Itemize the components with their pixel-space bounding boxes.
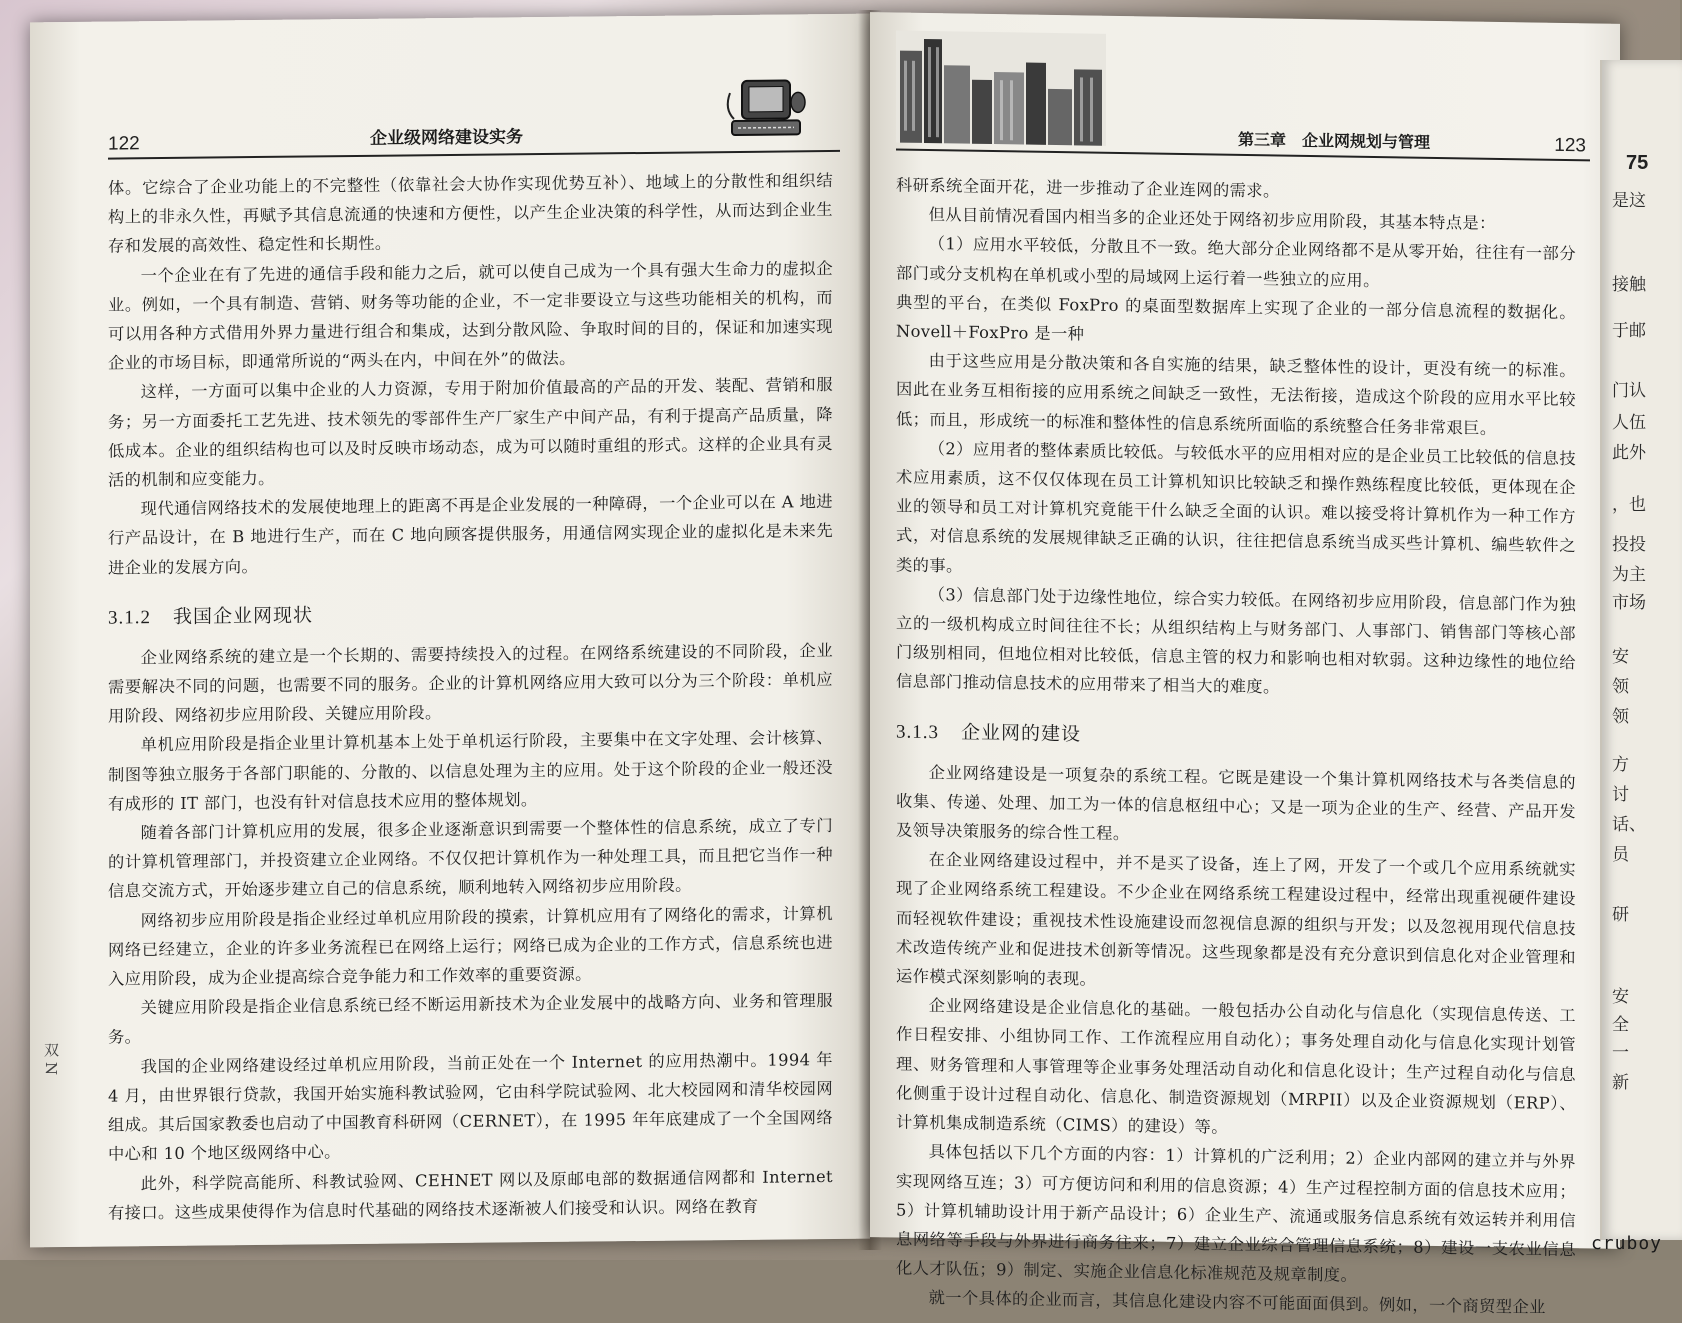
section-heading-3-1-3 — [896, 716, 1576, 754]
paragraph: 典型的平台，在类似 FoxPro 的桌面型数据库上实现了企业的一部分信息流程的数据化。Novell＋FoxPro 是一种 — [896, 292, 1576, 344]
right-page-body — [896, 171, 1576, 1323]
paragraph: 网络初步应用阶段是指企业经过单机应用阶段的摸索，计算机应用有了网络化的需求，计算机网络已经建立，企业的许多业务流程已在网络上运行；网络已成为企业的工作方式，信息系统也进入应用阶段，成为企业提高综合竞争能力和工作效率的重要资源。 — [108, 903, 833, 989]
page-fragment: 安 — [1612, 647, 1629, 667]
left-running-head — [108, 106, 840, 160]
paragraph: 企业网络建设是企业信息化的基础。一般包括办公自动化与信息化（实现信息传送、工作日程安排、小组协同工作、工作流程应用自动化）；事务处理自动化与信息化实现计划管理、财务管理和人事管理等企业事务处理活动自动化和信息化设计；生产过程自动化与信息化侧重于设计过程自动化、信息化、制造资源规划（MRPII）以及企业资源规划（ERP）、计算机集成制造系统（CIMS）的建设）等。 — [896, 996, 1576, 1137]
page-fragment: 领 — [1612, 707, 1629, 727]
page-fragment: 安 — [1612, 987, 1629, 1007]
paragraph: 随着各部门计算机应用的发展，很多企业逐渐意识到需要一个整体性的信息系统，成立了专门的计算机管理部门，并投资建立企业网络。不仅仅把计算机作为一种处理工具，而且把它当作一种信息交流方式，开始逐步建立自己的信息系统，顺利地转入网络初步应用阶段。 — [108, 816, 833, 902]
next-page-number: 75 — [1626, 152, 1649, 174]
section-title: 企业网的建设 — [961, 721, 1082, 746]
section-number: 3.1.2 — [108, 606, 151, 629]
page-fragment: 方 — [1612, 755, 1629, 775]
paragraph: 单机应用阶段是指企业里计算机基本上处于单机运行阶段，主要集中在文字处理、会计核算、制图等独立服务于各部门职能的、分散的、以信息处理为主的应用。处于这个阶段的企业一般还没有成形的 IT 部门，也没有针对信息技术应用的整体规划。 — [108, 728, 833, 814]
left-page-number: 122 — [108, 133, 140, 155]
paragraph: 此外，科学院高能所、科教试验网、CEHNET 网以及原邮电部的数据通信网都和 Internet 有接口。这些成果使得作为信息时代基础的网络技术逐渐被人们接受和认识。网络在教育 — [108, 1166, 833, 1223]
paragraph: 体。它综合了企业功能上的不完整性（依靠社会大协作实现优势互补）、地域上的分散性和组织结构上的非永久性，再赋予其信息流通的快速和方便性，以产生企业决策的科学性，从而达到企业生存和发展的高效性、稳定性和长期性。 — [108, 170, 833, 256]
page-fragment: 员 — [1612, 845, 1629, 865]
paragraph: 这样，一方面可以集中企业的人力资源，专用于附加价值最高的产品的开发、装配、营销和服务；另一方面委托工艺先进、技术领先的零部件生产厂家生产中间产品，有利于提高产品质量，降低成本。企业的组织结构也可以及时反映市场动态，成为可以随时重组的形式。这样的企业具有灵活的机制和应变能力。 — [108, 375, 833, 490]
paragraph: 就一个具体的企业而言，其信息化建设内容不可能面面俱到。例如，一个商贸型企业 — [928, 1288, 1546, 1318]
page-fragment: ，也 — [1612, 495, 1646, 515]
book-title: 企业级网络建设实务 — [370, 127, 523, 149]
right-page-number: 123 — [1554, 134, 1586, 157]
page-fragment: 讨 — [1612, 785, 1629, 805]
page-fragment: 接触 — [1612, 275, 1646, 295]
left-page — [30, 14, 870, 1248]
page-fragment: 全 — [1612, 1015, 1629, 1035]
page-fragment: 研 — [1612, 905, 1629, 925]
page-fragment: 为主 — [1612, 565, 1646, 585]
paragraph: 企业网络系统的建立是一个长期的、需要持续投入的过程。在网络系统建设的不同阶段，企业需要解决不同的问题，也需要不同的服务。企业的计算机网络应用大致可以分为三个阶段：单机应用阶段、网络初步应用阶段、关键应用阶段。 — [108, 640, 833, 726]
page-fragment: 话、 — [1612, 815, 1646, 835]
paragraph: 由于这些应用是分散决策和各自实施的结果，缺乏整体性的设计，更没有统一的标准。因此在业务互相衔接的应用系统之间缺乏一致性，无法衔接，造成这个阶段的应用水平比较低；而且，形成统一的标准和整体性的信息系统所面临的系统整合任务非常艰巨。 — [896, 351, 1576, 438]
section-number: 3.1.3 — [896, 721, 939, 743]
paragraph: 关键应用阶段是指企业信息系统已经不断运用新技术为企业发展中的战略方向、业务和管理服务。 — [108, 991, 833, 1048]
paragraph: 在企业网络建设过程中，并不是买了设备，连上了网，开发了一个或几个应用系统就实现了企业网络系统工程建设。不少企业在网络系统工程建设过程中，经常出现重视硬件建设而轻视软件建设；重视技术性设施建设而忽视信息源的组织与开发；以及忽视用现代信息技术改造传统产业和促进技术创新等情况。这些现象都是没有充分意识到信息化对企业管理和运作模式深刻影响的表现。 — [896, 850, 1576, 989]
right-page — [870, 12, 1620, 1318]
page-fragment: 领 — [1612, 677, 1629, 697]
right-running-head — [896, 105, 1590, 162]
paragraph: 科研系统全面开花，进一步推动了企业连网的需求。 — [896, 175, 1280, 201]
watermark: cruboy — [1590, 1233, 1662, 1254]
page-fragment: 于邮 — [1612, 321, 1646, 341]
paragraph: 但从目前情况看国内相当多的企业还处于网络初步应用阶段，其基本特点是： — [928, 205, 1496, 234]
paragraph: （1）应用水平较低，分散且不一致。绝大部分企业网络都不是从零开始，往往有一部分部门或分支机构在单机或小型的局域网上运行着一些独立的应用。 — [896, 234, 1576, 290]
page-fragment: 是这 — [1612, 191, 1646, 211]
paragraph: 我国的企业网络建设经过单机应用阶段，当前正处在一个 Internet 的应用热潮中。1994 年 4 月，由世界银行贷款，我国开始实施科教试验网，它由科学院试验网、北大校园网和清华校园网组成。其后国家教委也启动了中国教育科研网（CERNET），在 1995 年年底建成了一个全国网络中心和 10 个地区级网络中心。 — [108, 1049, 833, 1164]
section-title: 我国企业网现状 — [173, 604, 314, 628]
paragraph: 企业网络建设是一项复杂的系统工程。它既是建设一个集计算机网络技术与各类信息的收集、传递、处理、加工为一体的信息枢纽中心；又是一项为企业的生产、经营、产品开发及领导决策服务的综合性工程。 — [896, 762, 1576, 844]
page-fragment: 新 — [1612, 1073, 1629, 1093]
paragraph: 具体包括以下几个方面的内容：1）计算机的广泛利用；2）企业内部网的建立并与外界实现网络互连；3）可方便访问和利用的信息资源；4）生产过程控制方面的信息技术应用；5）计算机辅助设计用于新产品设计；6）企业生产、流通或服务信息系统有效运转并利用信息网络等手段与外界进行商务往来；7）建立企业综合管理信息系统；8）建设一支农业信息化人才队伍；9）制定、实施企业信息化标准规范及规章制度。 — [896, 1142, 1576, 1285]
page-fragment: 投投 — [1612, 535, 1646, 555]
next-page-edge — [1600, 60, 1682, 1240]
margin-handwriting: 双 N — [42, 1042, 60, 1076]
paragraph: 一个企业在有了先进的通信手段和能力之后，就可以使自己成为一个具有强大生命力的虚拟企业。例如，一个具有制造、营销、财务等功能的企业，不一定非要设立与这些功能相关的机构，而可以用各种方式借用外界力量进行组合和集成，达到分散风险、争取时间的目的，保证和加速实现企业的市场目标，即通常所说的“两头在内，中间在外”的做法。 — [108, 258, 833, 373]
paragraph: 现代通信网络技术的发展使地理上的距离不再是企业发展的一种障碍，一个企业可以在 A 地进行产品设计，在 B 地进行生产，而在 C 地向顾客提供服务，用通信网实现企业的虚拟化是未来先进企业的发展方向。 — [108, 492, 833, 578]
page-fragment: 市场 — [1612, 593, 1646, 613]
left-page-body — [108, 166, 833, 1227]
page-fragment: 一 — [1612, 1043, 1629, 1063]
section-heading-3-1-2 — [108, 595, 833, 630]
paragraph: （2）应用者的整体素质比较低。与较低水平的应用相对应的是企业员工比较低的信息技术应用素质，这不仅仅体现在员工计算机知识比较缺乏和操作熟练程度比较低，更体现在企业的领导和员工对计算机究竟能干什么缺乏全面的认识。难以接受将计算机作为一种工作方式，对信息系统的发展规律缺乏正确的认识，往往把信息系统当成买些计算机、编些软件之类的事。 — [896, 438, 1576, 576]
page-fragment: 此外 — [1612, 443, 1646, 463]
paragraph: （3）信息部门处于边缘性地位，综合实力较低。在网络初步应用阶段，信息部门作为独立的一级机构成立时间往往不长；从组织结构上与财务部门、人事部门、销售部门等核心部门级别相同，但地位相对比较低，信息主管的权力和影响也相对软弱。这种边缘性的地位给信息部门推动信息技术的应用带来了相当大的难度。 — [896, 584, 1576, 697]
page-fragment: 人伍 — [1612, 413, 1646, 433]
page-fragment: 门认 — [1612, 381, 1646, 401]
chapter-title: 第三章 企业网规划与管理 — [1237, 129, 1430, 152]
